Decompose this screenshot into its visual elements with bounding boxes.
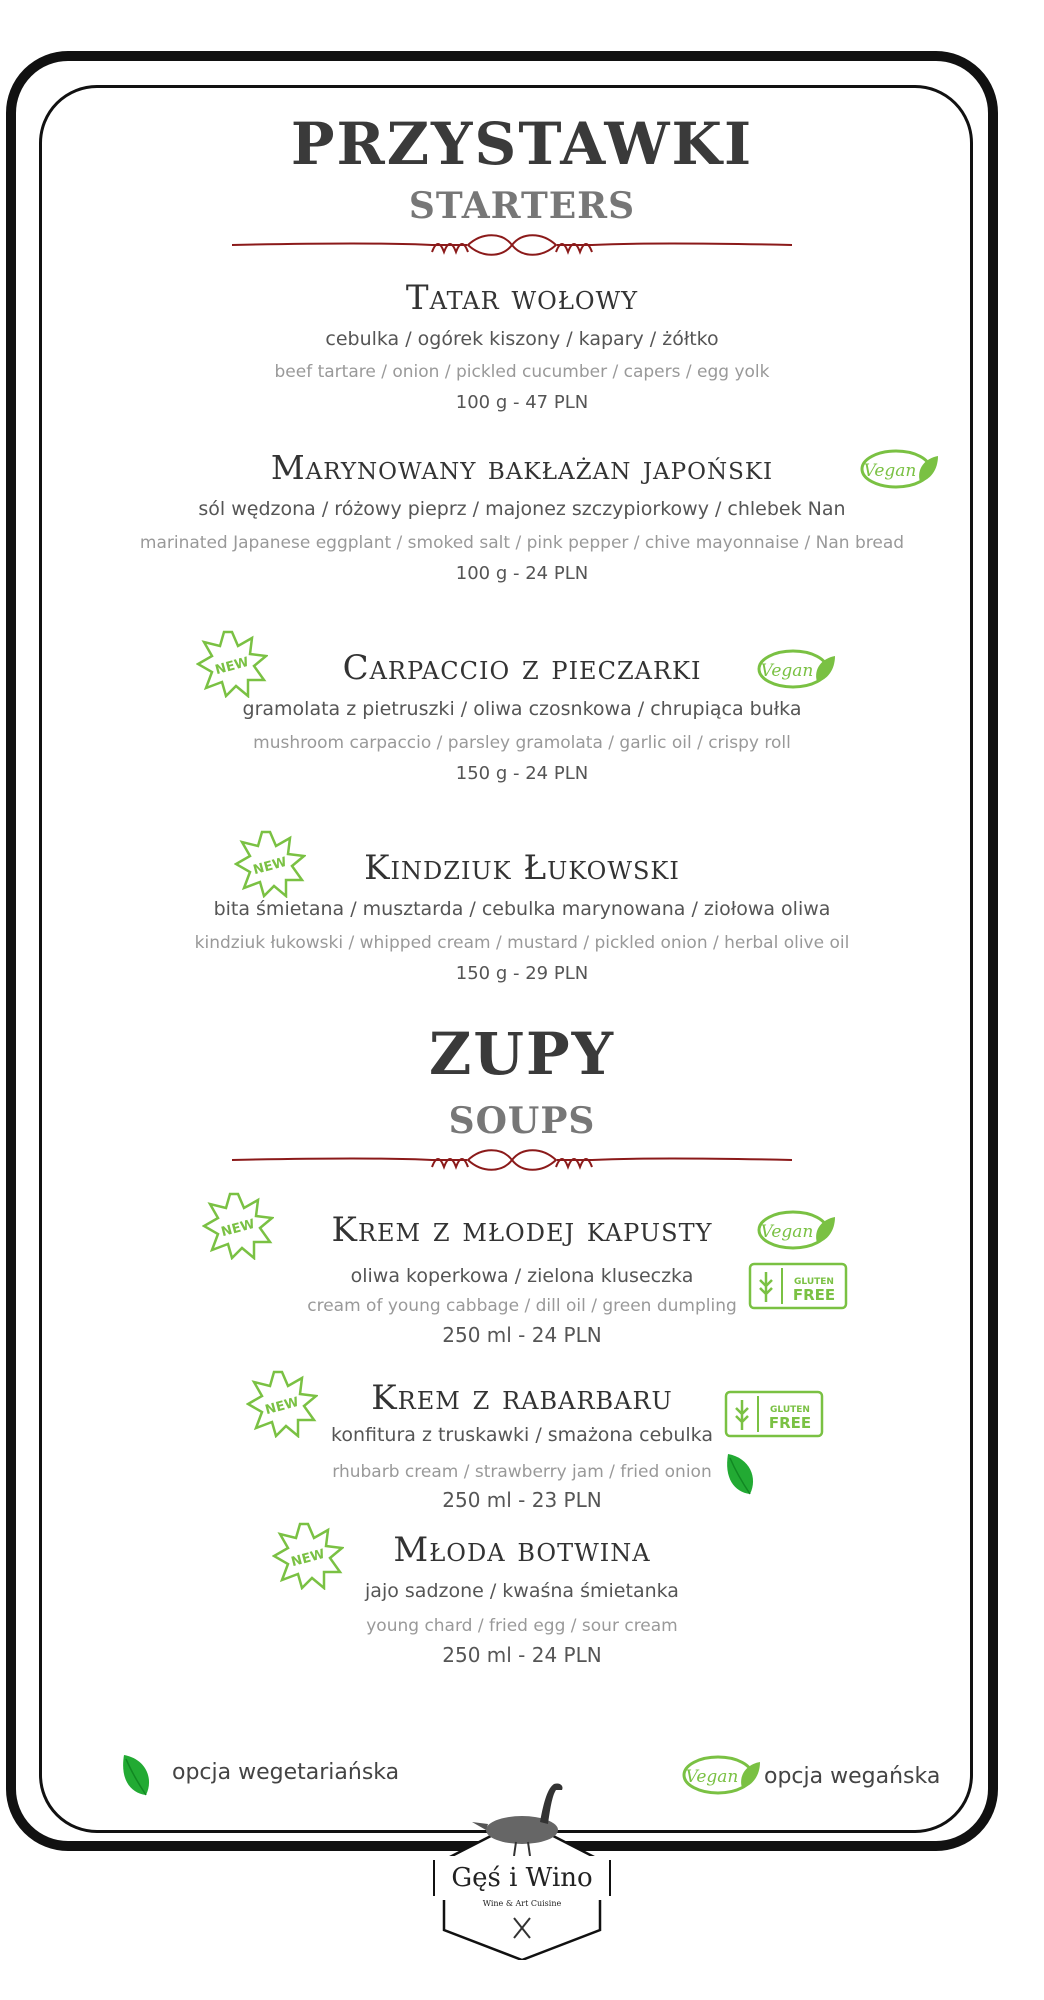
new-badge-label: NEW — [219, 1216, 257, 1241]
gluten-badge-top: GLUTEN — [794, 1277, 834, 1287]
dish-price: 100 g - 24 PLN — [455, 563, 589, 584]
dish-description-en: young chard / fried egg / sour cream — [366, 1616, 678, 1636]
dish-description-en: mushroom carpaccio / parsley gramolata / garlic oil / crispy roll — [253, 733, 791, 753]
dish-description-pl: bita śmietana / musztarda / cebulka marynowana / ziołowa oliwa — [213, 898, 831, 920]
dish-description-pl: oliwa koperkowa / zielona kluseczka — [350, 1265, 694, 1287]
dish-description-pl: konfitura z truskawki / smażona cebulka — [331, 1424, 713, 1446]
dish-description-pl: jajo sadzone / kwaśna śmietanka — [365, 1580, 679, 1602]
dish-kindziuk — [0, 848, 1044, 888]
gluten-badge-bottom: FREE — [768, 1414, 812, 1432]
dish-krem-kapusty — [0, 1210, 1044, 1250]
vegetarian-leaf-icon — [118, 1752, 154, 1798]
starters-title: PRZYSTAWKI — [290, 110, 754, 178]
dish-description-pl: sól wędzona / różowy pieprz / majonez szczypiorkowy / chlebek Nan — [198, 498, 846, 520]
soups-divider-ornament — [232, 1145, 792, 1175]
dish-price: 100 g - 47 PLN — [455, 392, 589, 413]
vegan-badge-icon — [858, 446, 940, 492]
new-badge-icon — [234, 830, 306, 898]
new-badge-label: NEW — [213, 654, 251, 679]
dish-description-en: beef tartare / onion / pickled cucumber / capers / egg yolk — [274, 362, 770, 382]
dish-price: 250 ml - 24 PLN — [442, 1643, 602, 1667]
soups-subtitle: SOUPS — [448, 1100, 596, 1142]
dish-carpaccio — [0, 648, 1044, 688]
dish-price: 150 g - 24 PLN — [455, 763, 589, 784]
dish-description-en: rhubarb cream / strawberry jam / fried onion — [332, 1462, 712, 1482]
gluten-badge-top: GLUTEN — [770, 1405, 810, 1415]
legend-vegetarian-label: opcja wegetariańska — [172, 1760, 400, 1785]
restaurant-logo — [430, 1760, 614, 1960]
dish-description-en: marinated Japanese eggplant / smoked salt / pink pepper / chive mayonnaise / Nan bread — [139, 533, 905, 553]
vegan-badge-label: Vegan — [685, 1767, 739, 1787]
dish-name: Carpaccio z pieczarki — [342, 648, 702, 688]
vegan-badge-icon — [755, 1207, 837, 1253]
logo-tagline: Wine & Art Cuisine — [482, 1899, 562, 1908]
dish-price: 150 g - 29 PLN — [455, 963, 589, 984]
legend-vegan-label: opcja wegańska — [764, 1764, 941, 1789]
vegan-badge-icon — [680, 1752, 762, 1798]
logo-name: Gęś i Wino — [451, 1863, 593, 1893]
dish-name: Kindziuk Łukowski — [364, 848, 680, 888]
dish-description-en: cream of young cabbage / dill oil / green dumpling — [307, 1296, 737, 1316]
dish-description-en: kindziuk łukowski / whipped cream / mustard / pickled onion / herbal olive oil — [194, 933, 850, 953]
dish-name: Krem z rabarbaru — [371, 1378, 673, 1418]
starters-divider-ornament — [232, 230, 792, 260]
vegan-badge-label: Vegan — [863, 461, 917, 481]
dish-name: Marynowany bakłażan japoński — [270, 448, 774, 487]
dish-krem-rabarbaru — [0, 1378, 1044, 1418]
dish-name: Krem z młodej kapusty — [331, 1210, 713, 1250]
dish-price: 250 ml - 24 PLN — [442, 1323, 602, 1347]
vegan-badge-icon — [755, 646, 837, 692]
dish-name: Młoda botwina — [393, 1530, 651, 1570]
gluten-badge-bottom: FREE — [792, 1286, 836, 1304]
soups-title: ZUPY — [429, 1020, 615, 1088]
starters-subtitle: STARTERS — [408, 185, 636, 227]
dish-description-pl: gramolata z pietruszki / oliwa czosnkowa / chrupiąca bułka — [242, 698, 802, 720]
new-badge-label: NEW — [263, 1394, 301, 1419]
dish-price: 250 ml - 23 PLN — [442, 1488, 602, 1512]
new-badge-label: NEW — [289, 1546, 327, 1571]
dish-description-pl: cebulka / ogórek kiszony / kapary / żółtko — [325, 328, 719, 350]
dish-tatar — [0, 278, 1044, 318]
new-badge-icon — [202, 1192, 274, 1260]
vegan-badge-label: Vegan — [760, 661, 814, 681]
dish-mloda-botwina — [0, 1530, 1044, 1570]
new-badge-label: NEW — [251, 854, 289, 879]
dish-name: Tatar wołowy — [405, 278, 639, 318]
new-badge-icon — [196, 630, 268, 698]
vegan-badge-label: Vegan — [760, 1222, 814, 1242]
